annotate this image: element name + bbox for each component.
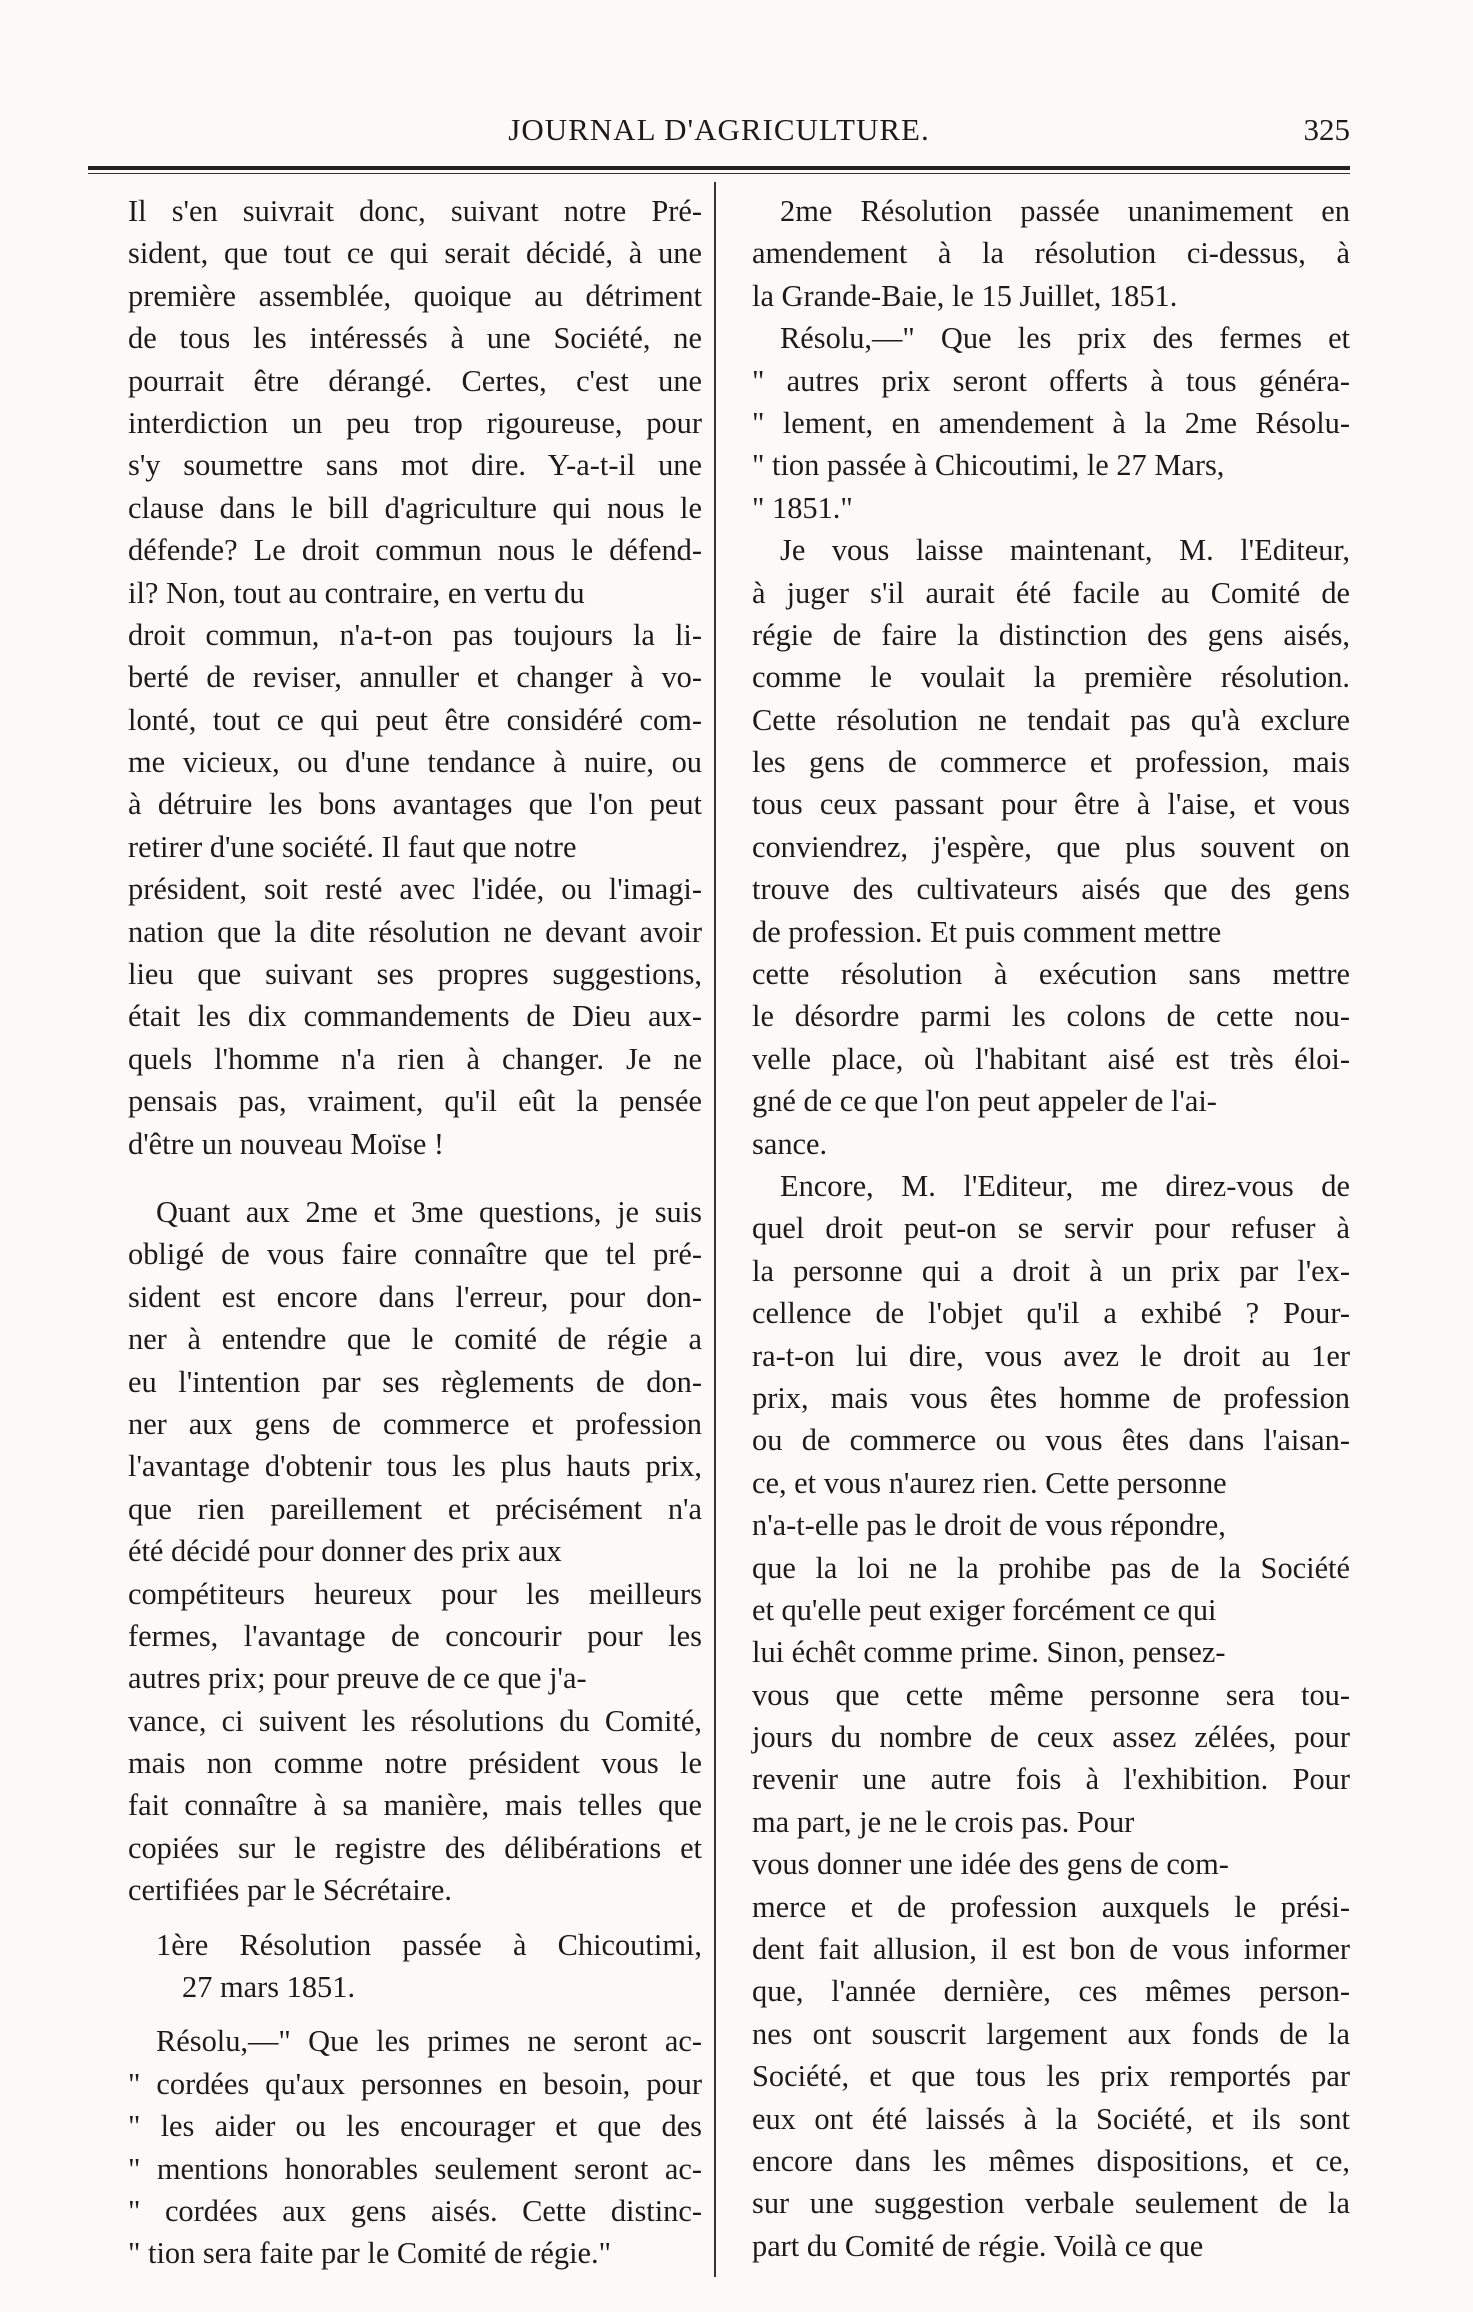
text-line: fermes, l'avantage de concourir pour les bbox=[128, 1618, 702, 1653]
text-line: et qu'elle peut exiger forcément ce qui bbox=[752, 1592, 1217, 1627]
text-line: la Grande-Baie, le 15 Juillet, 1851. bbox=[752, 278, 1178, 313]
text-line: que rien pareillement et précisément n'a bbox=[128, 1491, 702, 1526]
text-line: " mentions honorables seulement seront ac- bbox=[128, 2151, 702, 2186]
text-line: " tion sera faite par le Comité de régie." bbox=[128, 2236, 612, 2271]
text-line: " cordées qu'aux personnes en besoin, pour bbox=[128, 2066, 702, 2101]
text-line: conviendrez, j'espère, que plus souvent on bbox=[752, 829, 1350, 864]
text-line: lonté, tout ce qui peut être considéré com- bbox=[128, 702, 702, 737]
text-line: ma part, je ne le crois pas. Pour bbox=[752, 1804, 1135, 1839]
text-line: part du Comité de régie. Voilà ce que bbox=[752, 2228, 1204, 2263]
left-column bbox=[128, 190, 702, 2275]
text-line: été décidé pour donner des prix aux bbox=[128, 1534, 562, 1569]
text-line: tous ceux passant pour être à l'aise, et vous bbox=[752, 787, 1350, 822]
text-line: dent fait allusion, il est bon de vous informer bbox=[752, 1932, 1350, 1967]
text-line: Je vous laisse maintenant, M. l'Editeur, bbox=[780, 533, 1350, 568]
text-line: certifiées par le Sécrétaire. bbox=[128, 1873, 452, 1908]
text-line: autres prix; pour preuve de ce que j'a- bbox=[128, 1661, 587, 1696]
text-line: lieu que suivant ses propres suggestions, bbox=[128, 957, 702, 992]
text-line: vous que cette même personne sera tou- bbox=[752, 1677, 1350, 1712]
text-line: à détruire les bons avantages que l'on peut bbox=[128, 787, 702, 822]
text-line: me vicieux, ou d'une tendance à nuire, ou bbox=[128, 745, 702, 780]
text-line: à juger s'il aurait été facile au Comité de bbox=[752, 575, 1350, 610]
header-rule-thin bbox=[88, 173, 1350, 174]
text-line: trouve des cultivateurs aisés que des gens bbox=[752, 872, 1350, 907]
text-line: berté de reviser, annuller et changer à vo- bbox=[128, 660, 702, 695]
text-line: sident, que tout ce qui serait décidé, à une bbox=[128, 236, 702, 271]
text-line: prix, mais vous êtes homme de profession bbox=[752, 1380, 1350, 1415]
text-line: merce et de profession auxquels le prési- bbox=[752, 1889, 1350, 1924]
text-line: de tous les intéressés à une Société, ne bbox=[128, 321, 702, 356]
text-line: Résolu,—" Que les prix des fermes et bbox=[780, 321, 1350, 356]
text-line: ner aux gens de commerce et profession bbox=[128, 1406, 702, 1441]
paragraph bbox=[128, 190, 702, 1165]
text-line: que, l'année dernière, ces mêmes person- bbox=[752, 1974, 1350, 2009]
text-line: les gens de commerce et profession, mais bbox=[752, 745, 1350, 780]
text-line: que la loi ne la prohibe pas de la Société bbox=[752, 1550, 1350, 1585]
text-line: velle place, où l'habitant aisé est très éloi- bbox=[752, 1041, 1350, 1076]
page-header bbox=[88, 112, 1350, 158]
text-line: il? Non, tout au contraire, en vertu du bbox=[128, 575, 585, 610]
text-line: défende? Le droit commun nous le défend- bbox=[128, 533, 702, 568]
resolution-heading bbox=[128, 1924, 702, 2009]
resolution-text bbox=[128, 2020, 702, 2274]
text-line: était les dix commandements de Dieu aux- bbox=[128, 999, 702, 1034]
text-line: ner à entendre que le comité de régie a bbox=[128, 1322, 702, 1357]
text-line: " cordées aux gens aisés. Cette distinc- bbox=[128, 2193, 702, 2228]
text-line: jours du nombre de ceux assez zélées, pour bbox=[752, 1720, 1350, 1755]
text-line: nation que la dite résolution ne devant avoir bbox=[128, 914, 702, 949]
text-line: retirer d'une société. Il faut que notre bbox=[128, 829, 577, 864]
text-line: cette résolution à exécution sans mettre bbox=[752, 957, 1350, 992]
text-line: encore dans les mêmes dispositions, et ce, bbox=[752, 2143, 1350, 2178]
page-number: 325 bbox=[1303, 112, 1350, 147]
text-line: pourrait être dérangé. Certes, c'est une bbox=[128, 363, 702, 398]
text-line: clause dans le bill d'agriculture qui nous le bbox=[128, 490, 702, 525]
resolution-heading bbox=[752, 190, 1350, 317]
text-line: " tion passée à Chicoutimi, le 27 Mars, bbox=[752, 448, 1225, 483]
text-line: ce, et vous n'aurez rien. Cette personne bbox=[752, 1465, 1227, 1500]
right-column bbox=[752, 190, 1350, 2267]
header-rule bbox=[88, 166, 1350, 170]
text-line: " lement, en amendement à la 2me Résolu- bbox=[752, 405, 1350, 440]
text-line: Quant aux 2me et 3me questions, je suis bbox=[156, 1194, 702, 1229]
text-line: ra-t-on lui dire, vous avez le droit au 1er bbox=[752, 1338, 1350, 1373]
text-line: compétiteurs heureux pour les meilleurs bbox=[128, 1576, 702, 1611]
text-line: Résolu,—" Que les primes ne seront ac- bbox=[156, 2024, 702, 2059]
text-line: interdiction un peu trop rigoureuse, pour bbox=[128, 405, 702, 440]
text-line: cellence de l'objet qu'il a exhibé ? Pour- bbox=[752, 1296, 1350, 1331]
text-line: mais non comme notre président vous le bbox=[128, 1746, 702, 1781]
text-line: vous donner une idée des gens de com- bbox=[752, 1847, 1229, 1882]
text-line: sident est encore dans l'erreur, pour don- bbox=[128, 1279, 702, 1314]
text-line: fait connaître à sa manière, mais telles que bbox=[128, 1788, 702, 1823]
running-title: JOURNAL D'AGRICULTURE. bbox=[508, 112, 930, 147]
text-line: amendement à la résolution ci-dessus, à bbox=[752, 236, 1350, 271]
text-line: n'a-t-elle pas le droit de vous répondre, bbox=[752, 1508, 1226, 1543]
text-line: s'y soumettre sans mot dire. Y-a-t-il une bbox=[128, 448, 702, 483]
text-line: comme le voulait la première résolution. bbox=[752, 660, 1350, 695]
text-line: 2me Résolution passée unanimement en bbox=[780, 194, 1350, 228]
text-line: la personne qui a droit à un prix par l'ex- bbox=[752, 1253, 1350, 1288]
text-line: régie de faire la distinction des gens aisés, bbox=[752, 617, 1350, 652]
text-line: d'être un nouveau Moïse ! bbox=[128, 1126, 445, 1161]
text-line: président, soit resté avec l'idée, ou l'imagi- bbox=[128, 872, 702, 907]
text-line: vance, ci suivent les résolutions du Comité, bbox=[128, 1703, 702, 1738]
text-line: droit commun, n'a-t-on pas toujours la li- bbox=[128, 617, 702, 652]
text-line: Encore, M. l'Editeur, me direz-vous de bbox=[780, 1168, 1350, 1203]
text-line: lui échêt comme prime. Sinon, pensez- bbox=[752, 1635, 1226, 1670]
text-line: 27 mars 1851. bbox=[182, 1970, 356, 2005]
text-line: ou de commerce ou vous êtes dans l'aisan- bbox=[752, 1423, 1350, 1458]
paragraph bbox=[128, 1191, 702, 1912]
text-line: " les aider ou les encourager et que des bbox=[128, 2109, 702, 2144]
text-line: revenir une autre fois à l'exhibition. Pour bbox=[752, 1762, 1350, 1797]
text-line: sance. bbox=[752, 1126, 828, 1161]
text-line: première assemblée, quoique au détriment bbox=[128, 278, 702, 313]
text-line: 1ère Résolution passée à Chicoutimi, bbox=[156, 1927, 702, 1962]
column-divider bbox=[714, 182, 716, 2277]
text-line: nes ont souscrit largement aux fonds de la bbox=[752, 2016, 1350, 2051]
text-line: eu l'intention par ses règlements de don- bbox=[128, 1364, 702, 1399]
text-line: Il s'en suivrait donc, suivant notre Pré- bbox=[128, 194, 702, 228]
text-line: pensais pas, vraiment, qu'il eût la pensée bbox=[128, 1084, 702, 1119]
text-line: gné de ce que l'on peut appeler de l'ai- bbox=[752, 1084, 1217, 1119]
text-line: copiées sur le registre des délibérations et bbox=[128, 1830, 702, 1865]
paragraph bbox=[752, 1165, 1350, 2267]
resolution-text bbox=[752, 317, 1350, 529]
paragraph bbox=[752, 529, 1350, 1165]
text-line: le désordre parmi les colons de cette nou- bbox=[752, 999, 1350, 1034]
text-line: de profession. Et puis comment mettre bbox=[752, 914, 1222, 949]
text-line: " 1851." bbox=[752, 490, 853, 525]
text-line: sur une suggestion verbale seulement de la bbox=[752, 2186, 1350, 2221]
text-line: quel droit peut-on se servir pour refuser à bbox=[752, 1211, 1350, 1246]
text-line: obligé de vous faire connaître que tel pré- bbox=[128, 1237, 702, 1272]
text-line: " autres prix seront offerts à tous généra- bbox=[752, 363, 1350, 398]
text-line: Société, et que tous les prix remportés par bbox=[752, 2059, 1350, 2094]
text-line: eux ont été laissés à la Société, et ils sont bbox=[752, 2101, 1350, 2136]
text-line: l'avantage d'obtenir tous les plus hauts prix, bbox=[128, 1449, 702, 1484]
text-line: Cette résolution ne tendait pas qu'à exclure bbox=[752, 702, 1350, 737]
text-line: quels l'homme n'a rien à changer. Je ne bbox=[128, 1041, 702, 1076]
